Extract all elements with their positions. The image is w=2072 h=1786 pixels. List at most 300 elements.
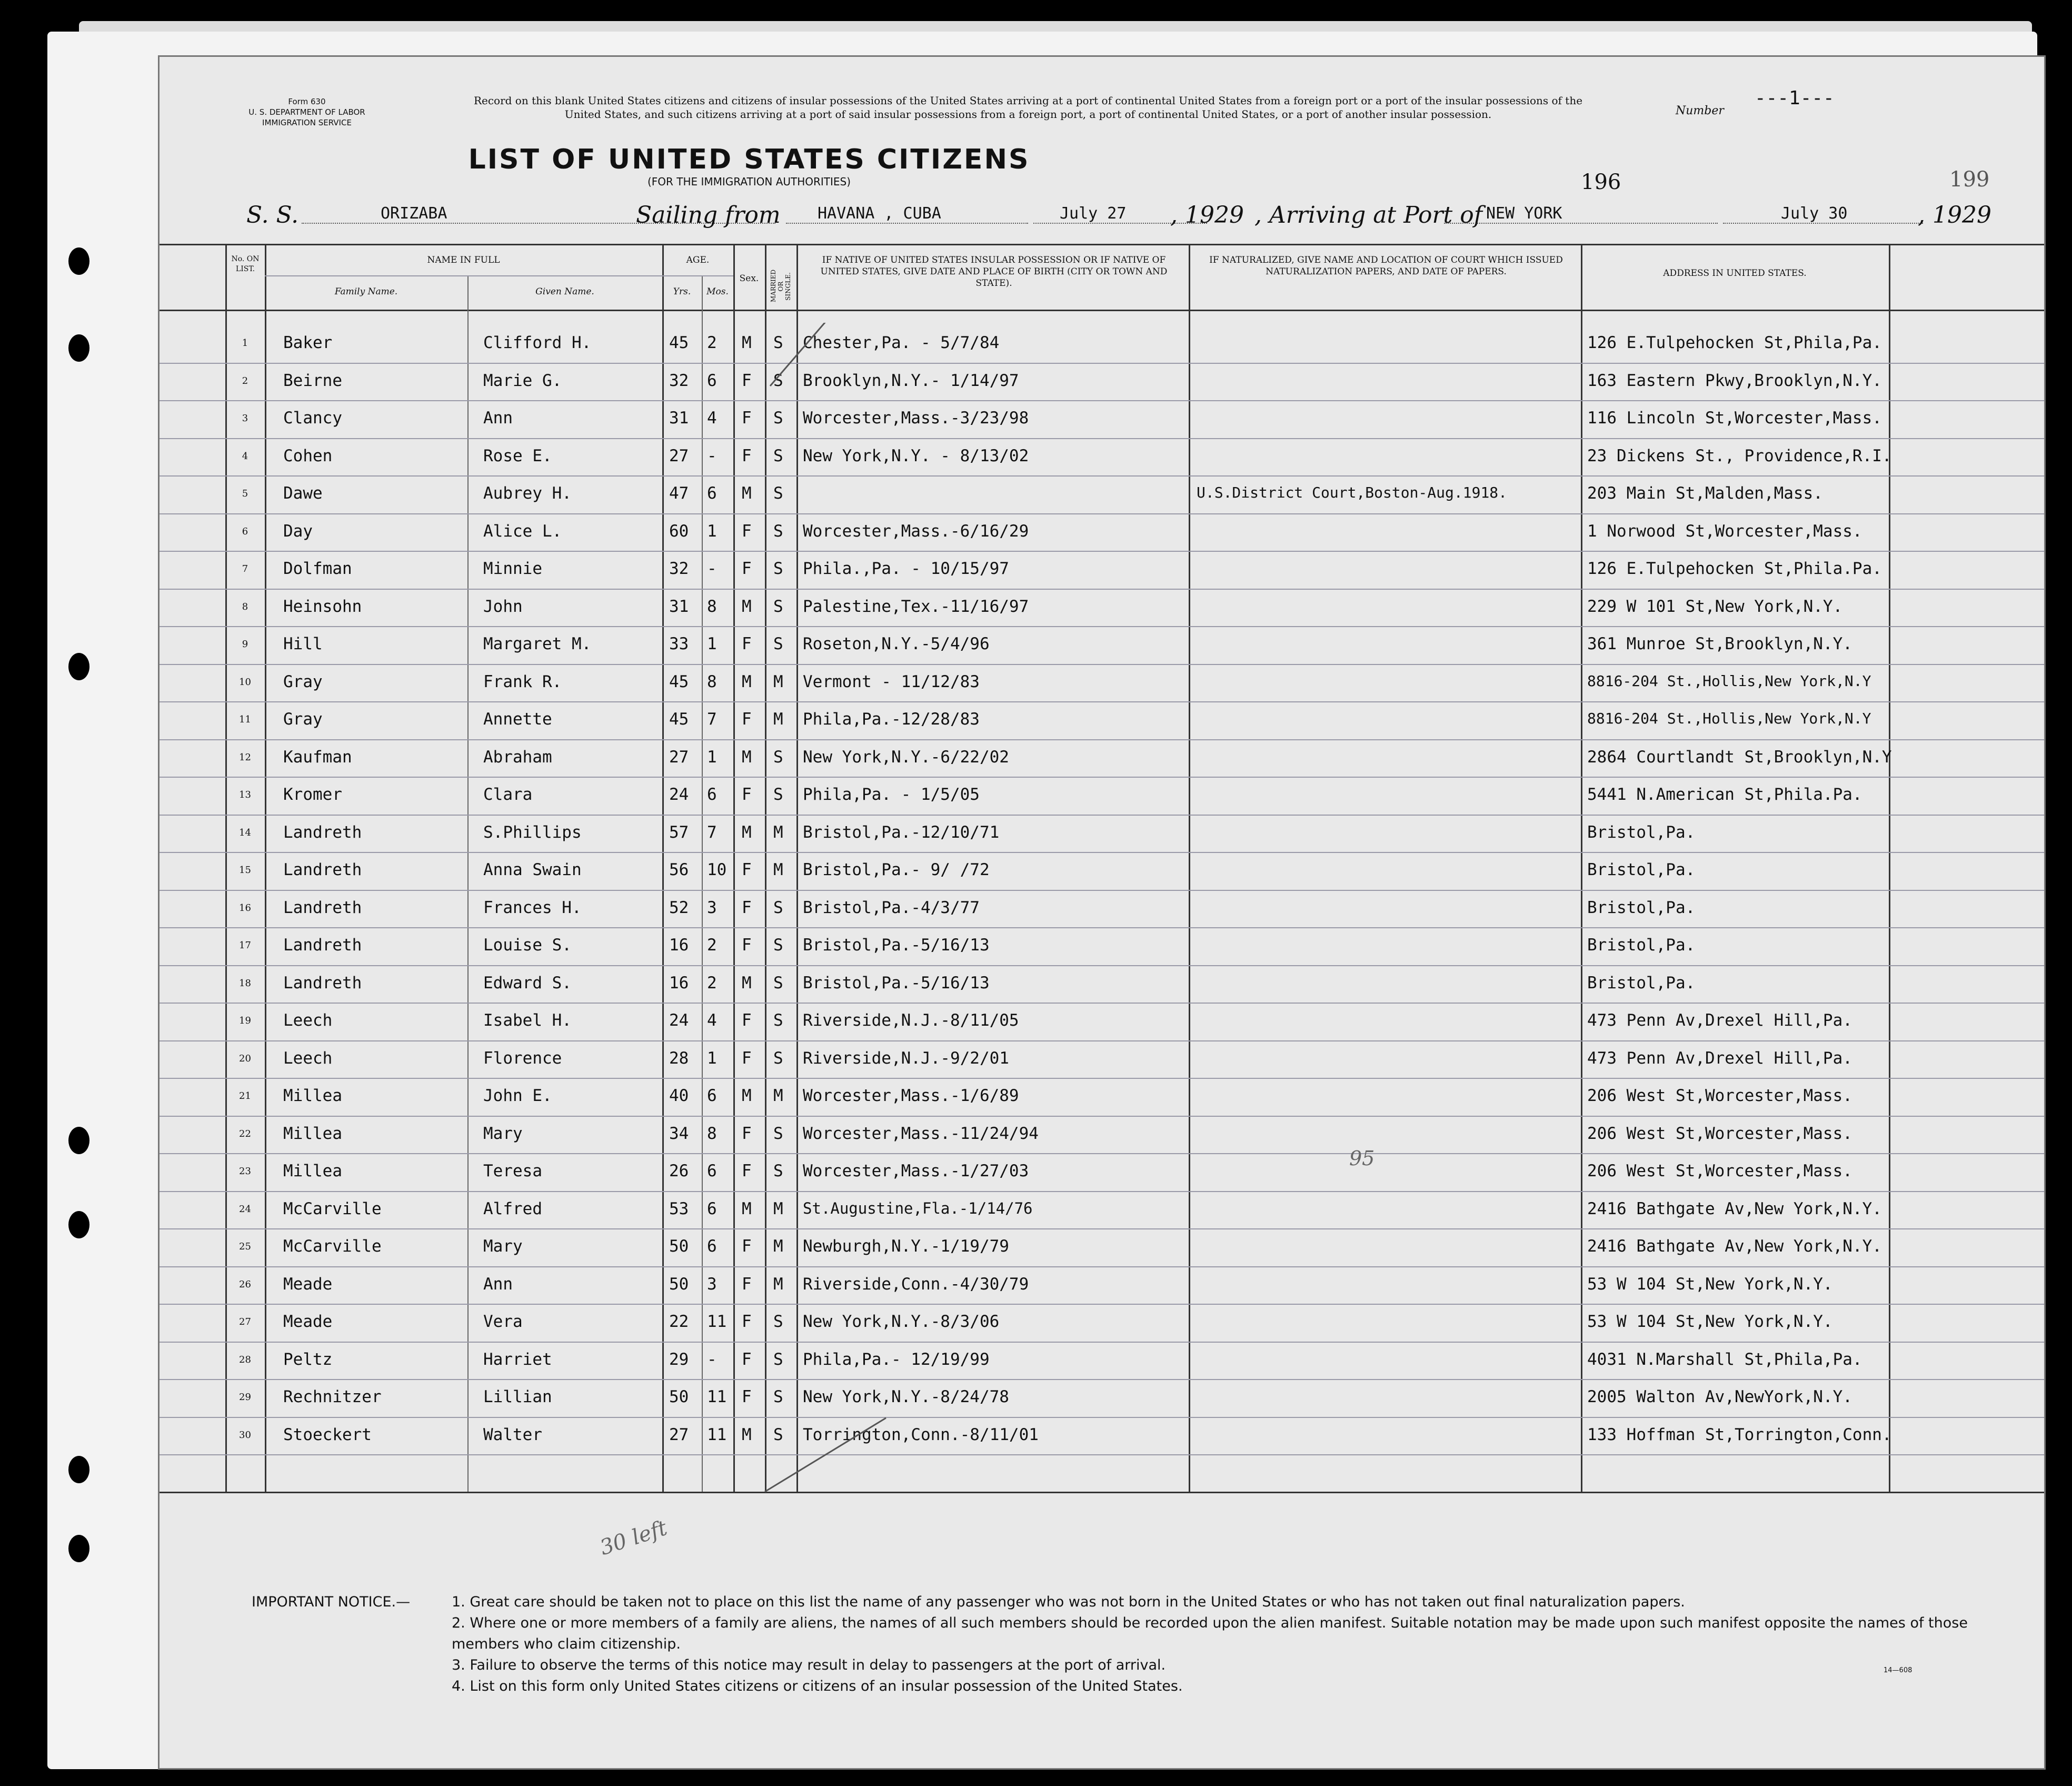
address-cell: 1 Norwood St,Worcester,Mass. xyxy=(1587,521,1862,541)
marital-status-cell: M xyxy=(773,822,783,842)
sex-cell: M xyxy=(742,333,752,352)
marital-status-cell: M xyxy=(773,1199,783,1218)
marital-status-cell: S xyxy=(773,333,783,352)
marital-status-cell: S xyxy=(773,634,783,653)
given-name-cell: Walter xyxy=(483,1425,542,1444)
punch-hole xyxy=(68,1456,89,1483)
age-years-cell: 45 xyxy=(669,710,689,729)
sex-cell: F xyxy=(742,1011,752,1030)
age-years-cell: 16 xyxy=(669,973,689,993)
birth-place-cell: Riverside,N.J.-9/2/01 xyxy=(803,1048,1009,1068)
punch-hole xyxy=(68,653,89,680)
header-family-name: Family Name. xyxy=(334,286,398,297)
age-months-cell: 8 xyxy=(707,597,717,616)
stamp-number-196: 196 xyxy=(1581,170,1621,194)
given-name-cell: Frances H. xyxy=(483,898,582,917)
header-name-in-full: NAME IN FULL xyxy=(427,255,500,265)
birth-place-cell: Bristol,Pa.-12/10/71 xyxy=(803,822,1000,842)
age-months-cell: - xyxy=(707,559,717,578)
family-name-cell: Baker xyxy=(283,333,333,352)
marital-status-cell: M xyxy=(773,710,783,729)
given-name-cell: Marie G. xyxy=(483,371,562,390)
birth-place-cell: St.Augustine,Fla.-1/14/76 xyxy=(803,1199,1033,1217)
address-cell: 2416 Bathgate Av,New York,N.Y. xyxy=(1587,1237,1882,1256)
notice-label: IMPORTANT NOTICE.— xyxy=(252,1594,411,1610)
marital-status-cell: S xyxy=(773,973,783,993)
sex-cell: F xyxy=(742,559,752,578)
family-name-cell: Gray xyxy=(283,672,323,691)
handwritten-total: 30 left xyxy=(597,1515,670,1561)
row-number: 3 xyxy=(242,413,248,424)
check-marks-svg xyxy=(749,323,907,1534)
given-name-cell: Minnie xyxy=(483,559,542,578)
family-name-cell: Landreth xyxy=(283,860,362,879)
sex-cell: M xyxy=(742,1425,752,1444)
family-name-cell: Meade xyxy=(283,1312,333,1331)
row-number: 2 xyxy=(242,375,248,386)
form-reference xyxy=(220,96,394,128)
given-name-cell: Harriet xyxy=(483,1350,552,1369)
row-number: 9 xyxy=(242,639,248,650)
row-rule xyxy=(160,1191,2044,1192)
address-cell: Bristol,Pa. xyxy=(1587,973,1696,993)
row-number: 1 xyxy=(242,338,248,349)
marital-status-cell: S xyxy=(773,597,783,616)
age-months-cell: 2 xyxy=(707,333,717,352)
age-months-cell: 11 xyxy=(707,1312,727,1331)
row-rule xyxy=(160,626,2044,627)
row-number: 20 xyxy=(239,1053,251,1064)
address-cell: Bristol,Pa. xyxy=(1587,898,1696,917)
family-name-cell: Hill xyxy=(283,634,323,653)
age-months-cell: 4 xyxy=(707,409,717,428)
row-number: 17 xyxy=(239,940,251,951)
marital-status-cell: S xyxy=(773,521,783,541)
header-given-name: Given Name. xyxy=(535,286,594,297)
address-cell: 8816-204 St.,Hollis,New York,N.Y xyxy=(1587,672,1871,690)
punch-hole xyxy=(68,1535,89,1562)
header-age: AGE. xyxy=(686,255,710,265)
age-months-cell: 2 xyxy=(707,973,717,993)
row-rule xyxy=(160,701,2044,702)
address-cell: 2864 Courtlandt St,Brooklyn,N.Y xyxy=(1587,747,1892,767)
given-name-cell: Abraham xyxy=(483,747,552,767)
age-years-cell: 16 xyxy=(669,936,689,955)
age-years-cell: 27 xyxy=(669,446,689,465)
given-name-cell: Lillian xyxy=(483,1387,552,1406)
family-name-cell: Dawe xyxy=(283,484,323,503)
age-months-cell: 2 xyxy=(707,936,717,955)
row-number: 15 xyxy=(239,865,251,876)
age-months-cell: - xyxy=(707,1350,717,1369)
sex-cell: F xyxy=(742,446,752,465)
sex-cell: M xyxy=(742,1086,752,1105)
col-divider xyxy=(702,275,703,1492)
birth-place-cell: Worcester,Mass.-11/24/94 xyxy=(803,1124,1039,1143)
age-months-cell: 4 xyxy=(707,1011,717,1030)
row-rule xyxy=(160,1417,2044,1418)
row-rule xyxy=(160,475,2044,477)
header-birth-place: IF NATIVE OF UNITED STATES INSULAR POSSESSION OR IF NATIVE OF UNITED STATES, GIVE DATE AND PLACE OF BIRTH (CITY OR TOWN AND STATE). xyxy=(820,255,1168,289)
row-rule xyxy=(160,363,2044,364)
age-years-cell: 47 xyxy=(669,484,689,503)
sex-cell: M xyxy=(742,973,752,993)
marital-status-cell: S xyxy=(773,1048,783,1068)
age-months-cell: 3 xyxy=(707,898,717,917)
age-months-cell: 6 xyxy=(707,1162,717,1180)
address-cell: Bristol,Pa. xyxy=(1587,822,1696,842)
given-name-cell: Louise S. xyxy=(483,936,572,955)
address-cell: Bristol,Pa. xyxy=(1587,860,1696,879)
stamp-number-199: 199 xyxy=(1949,167,1990,192)
birth-place-cell: Bristol,Pa.- 9/ /72 xyxy=(803,860,990,879)
marital-status-cell: S xyxy=(773,1387,783,1406)
header-no: No. ON LIST. xyxy=(231,255,260,273)
family-name-cell: Landreth xyxy=(283,822,362,842)
age-years-cell: 52 xyxy=(669,898,689,917)
row-rule xyxy=(160,739,2044,740)
row-rule xyxy=(160,1304,2044,1305)
age-years-cell: 50 xyxy=(669,1237,689,1256)
header-sex: Sex. xyxy=(739,273,759,284)
birth-place-cell: Chester,Pa. - 5/7/84 xyxy=(803,333,1000,352)
address-cell: 473 Penn Av,Drexel Hill,Pa. xyxy=(1587,1048,1852,1068)
sex-cell: M xyxy=(742,747,752,767)
address-cell: 206 West St,Worcester,Mass. xyxy=(1587,1086,1852,1105)
marital-status-cell: S xyxy=(773,898,783,917)
age-years-cell: 50 xyxy=(669,1387,689,1406)
sex-cell: F xyxy=(742,860,752,879)
given-name-cell: Vera xyxy=(483,1312,523,1331)
address-cell: 116 Lincoln St,Worcester,Mass. xyxy=(1587,409,1882,428)
row-number: 30 xyxy=(239,1429,251,1441)
form-number: Form 630 xyxy=(288,97,326,106)
row-number: 28 xyxy=(239,1354,251,1365)
departure-date: July 27 xyxy=(1033,204,1207,224)
given-name-cell: John xyxy=(483,597,523,616)
arrival-date: July 30 xyxy=(1723,204,1923,224)
row-rule xyxy=(160,927,2044,928)
row-number: 14 xyxy=(239,827,251,838)
marital-status-cell: S xyxy=(773,1425,783,1444)
birth-place-cell: Roseton,N.Y.-5/4/96 xyxy=(803,634,990,653)
family-name-cell: Leech xyxy=(283,1048,333,1068)
address-cell: 473 Penn Av,Drexel Hill,Pa. xyxy=(1587,1011,1852,1030)
age-months-cell: 8 xyxy=(707,1124,717,1143)
header-months: Mos. xyxy=(706,286,729,297)
marital-status-cell: S xyxy=(773,1011,783,1030)
family-name-cell: Millea xyxy=(283,1162,342,1180)
row-number: 19 xyxy=(239,1015,251,1026)
manifest-page xyxy=(158,55,2046,1770)
birth-place-cell: New York,N.Y. - 8/13/02 xyxy=(803,446,1029,465)
record-instructions: Record on this blank United States citizens and citizens of insular possessions of the United States arriving at a port of continental United States from a foreign port or a port of the insular possessions of the United States, and such citizens arriving at a port of said insular possessions from a foreign port, a port of continental United States, or a port of another insular possession. xyxy=(473,94,1583,121)
age-years-cell: 45 xyxy=(669,672,689,691)
address-cell: 126 E.Tulpehocken St,Phila,Pa. xyxy=(1587,333,1882,352)
address-cell: 5441 N.American St,Phila.Pa. xyxy=(1587,785,1862,804)
address-cell: 133 Hoffman St,Torrington,Conn. xyxy=(1587,1425,1892,1444)
birth-place-cell: Worcester,Mass.-1/6/89 xyxy=(803,1086,1019,1105)
row-rule xyxy=(160,852,2044,853)
given-name-cell: Clara xyxy=(483,785,533,804)
birth-place-cell: Phila,Pa. - 1/5/05 xyxy=(803,785,980,804)
address-cell: 4031 N.Marshall St,Phila,Pa. xyxy=(1587,1350,1862,1369)
given-name-cell: John E. xyxy=(483,1086,552,1105)
marital-status-cell: S xyxy=(773,371,783,390)
header-naturalization: IF NATURALIZED, GIVE NAME AND LOCATION OF COURT WHICH ISSUED NATURALIZATION PAPERS, AND DATE OF PAPERS. xyxy=(1209,255,1563,277)
age-months-cell: 10 xyxy=(707,860,727,879)
age-months-cell: 1 xyxy=(707,747,717,767)
age-months-cell: 11 xyxy=(707,1425,727,1444)
row-number: 27 xyxy=(239,1316,251,1327)
family-name-cell: Stoeckert xyxy=(283,1425,372,1444)
age-years-cell: 31 xyxy=(669,409,689,428)
sex-cell: M xyxy=(742,822,752,842)
row-rule xyxy=(160,965,2044,966)
row-number: 12 xyxy=(239,751,251,763)
arrival-port: NEW YORK xyxy=(1444,204,1718,224)
col-divider xyxy=(467,275,469,1492)
marital-status-cell: S xyxy=(773,1124,783,1143)
footer-code: 14—608 xyxy=(1884,1666,1912,1674)
address-cell: 8816-204 St.,Hollis,New York,N.Y xyxy=(1587,710,1871,727)
age-years-cell: 22 xyxy=(669,1312,689,1331)
sex-cell: F xyxy=(742,371,752,390)
notice-item: 4. List on this form only United States citizens or citizens of an insular possession of the United States. xyxy=(452,1678,1183,1694)
age-years-cell: 28 xyxy=(669,1048,689,1068)
row-rule xyxy=(160,400,2044,401)
age-years-cell: 40 xyxy=(669,1086,689,1105)
marital-status-cell: M xyxy=(773,1237,783,1256)
given-name-cell: Margaret M. xyxy=(483,634,592,653)
family-name-cell: Millea xyxy=(283,1124,342,1143)
sex-cell: F xyxy=(742,1312,752,1331)
marital-status-cell: S xyxy=(773,747,783,767)
given-name-cell: Edward S. xyxy=(483,973,572,993)
given-name-cell: Mary xyxy=(483,1237,523,1256)
sex-cell: F xyxy=(742,785,752,804)
birth-place-cell: Worcester,Mass.-1/27/03 xyxy=(803,1162,1029,1180)
age-years-cell: 24 xyxy=(669,785,689,804)
birth-place-cell: New York,N.Y.-8/3/06 xyxy=(803,1312,1000,1331)
age-months-cell: 1 xyxy=(707,521,717,541)
number-label: Number xyxy=(1676,104,1724,117)
punch-hole xyxy=(68,334,89,362)
age-years-cell: 60 xyxy=(669,521,689,541)
age-months-cell: 3 xyxy=(707,1274,717,1294)
age-months-cell: 11 xyxy=(707,1387,727,1406)
family-name-cell: Landreth xyxy=(283,898,362,917)
family-name-cell: Leech xyxy=(283,1011,333,1030)
row-rule xyxy=(160,1266,2044,1267)
marital-status-cell: S xyxy=(773,1312,783,1331)
sex-cell: F xyxy=(742,409,752,428)
family-name-cell: Kromer xyxy=(283,785,342,804)
row-number: 5 xyxy=(242,488,248,499)
age-years-cell: 24 xyxy=(669,1011,689,1030)
address-cell: 2416 Bathgate Av,New York,N.Y. xyxy=(1587,1199,1882,1218)
birth-place-cell: Torrington,Conn.-8/11/01 xyxy=(803,1425,1039,1444)
notice-item: 1. Great care should be taken not to place on this list the name of any passenger who was not born in the United States or who has not taken out final naturalization papers. xyxy=(452,1594,1685,1610)
sex-cell: F xyxy=(742,521,752,541)
ship-name: ORIZABA xyxy=(302,204,775,224)
page-title: LIST OF UNITED STATES CITIZENS xyxy=(468,144,1030,175)
age-months-cell: 8 xyxy=(707,672,717,691)
age-months-cell: 6 xyxy=(707,484,717,503)
birth-place-cell: Bristol,Pa.-5/16/13 xyxy=(803,936,990,955)
address-cell: Bristol,Pa. xyxy=(1587,936,1696,955)
row-number: 29 xyxy=(239,1392,251,1403)
age-months-cell: 6 xyxy=(707,1199,717,1218)
age-years-cell: 31 xyxy=(669,597,689,616)
family-name-cell: Heinsohn xyxy=(283,597,362,616)
row-number: 18 xyxy=(239,977,251,989)
birth-place-cell: Phila,Pa.- 12/19/99 xyxy=(803,1350,990,1369)
table-top-rule xyxy=(160,244,2044,245)
departure-year: , 1929 xyxy=(1170,202,1244,229)
row-number: 13 xyxy=(239,789,251,800)
age-years-cell: 57 xyxy=(669,822,689,842)
family-name-cell: Millea xyxy=(283,1086,342,1105)
sex-cell: F xyxy=(742,936,752,955)
age-years-cell: 56 xyxy=(669,860,689,879)
sex-cell: M xyxy=(742,672,752,691)
sex-cell: F xyxy=(742,1124,752,1143)
age-years-cell: 26 xyxy=(669,1162,689,1180)
row-rule xyxy=(160,513,2044,514)
row-number: 21 xyxy=(239,1090,251,1102)
row-rule xyxy=(160,1228,2044,1229)
marital-status-cell: S xyxy=(773,446,783,465)
address-cell: 2005 Walton Av,NewYork,N.Y. xyxy=(1587,1387,1852,1406)
sex-cell: F xyxy=(742,1387,752,1406)
marital-status-cell: M xyxy=(773,1274,783,1294)
given-name-cell: Teresa xyxy=(483,1162,542,1180)
family-name-cell: McCarville xyxy=(283,1237,382,1256)
birth-place-cell: Brooklyn,N.Y.- 1/14/97 xyxy=(803,371,1019,390)
given-name-cell: Aubrey H. xyxy=(483,484,572,503)
sex-cell: F xyxy=(742,1350,752,1369)
age-years-cell: 32 xyxy=(669,371,689,390)
departure-port: HAVANA , CUBA xyxy=(786,204,1028,224)
sailing-from-label: Sailing from xyxy=(636,202,781,229)
given-name-cell: Ann xyxy=(483,409,513,428)
row-number: 4 xyxy=(242,450,248,462)
service: IMMIGRATION SERVICE xyxy=(262,118,352,127)
given-name-cell: S.Phillips xyxy=(483,822,582,842)
marital-status-cell: S xyxy=(773,1350,783,1369)
sex-cell: F xyxy=(742,898,752,917)
birth-place-cell: Worcester,Mass.-6/16/29 xyxy=(803,521,1029,541)
row-rule xyxy=(160,1379,2044,1380)
address-cell: 53 W 104 St,New York,N.Y. xyxy=(1587,1312,1833,1331)
given-name-cell: Annette xyxy=(483,710,552,729)
row-number: 22 xyxy=(239,1128,251,1139)
notice-items xyxy=(452,1592,2015,1697)
given-name-cell: Ann xyxy=(483,1274,513,1294)
birth-place-cell: Phila.,Pa. - 10/15/97 xyxy=(803,559,1009,578)
age-months-cell: 1 xyxy=(707,1048,717,1068)
age-months-cell: 6 xyxy=(707,1086,717,1105)
row-rule xyxy=(160,1116,2044,1117)
given-name-cell: Alfred xyxy=(483,1199,542,1218)
punch-hole xyxy=(68,1211,89,1238)
row-number: 10 xyxy=(239,676,251,688)
sex-cell: F xyxy=(742,1048,752,1068)
family-name-cell: Kaufman xyxy=(283,747,352,767)
marital-status-cell: S xyxy=(773,559,783,578)
age-months-cell: 7 xyxy=(707,710,717,729)
row-number: 26 xyxy=(239,1278,251,1290)
family-name-cell: Landreth xyxy=(283,973,362,993)
family-name-cell: Day xyxy=(283,521,313,541)
row-rule xyxy=(160,664,2044,665)
ss-label: S. S. xyxy=(246,202,299,229)
age-months-cell: - xyxy=(707,446,717,465)
birth-place-cell: Bristol,Pa.-5/16/13 xyxy=(803,973,990,993)
row-rule xyxy=(160,890,2044,891)
family-name-cell: Gray xyxy=(283,710,323,729)
age-years-cell: 32 xyxy=(669,559,689,578)
birth-place-cell: Bristol,Pa.-4/3/77 xyxy=(803,898,980,917)
marital-status-cell: S xyxy=(773,1162,783,1180)
sex-cell: F xyxy=(742,1237,752,1256)
sex-cell: F xyxy=(742,1274,752,1294)
number-value: ---1--- xyxy=(1755,87,1835,109)
family-name-cell: Peltz xyxy=(283,1350,333,1369)
family-name-cell: Clancy xyxy=(283,409,342,428)
row-number: 8 xyxy=(242,601,248,612)
row-number: 7 xyxy=(242,563,248,574)
row-rule xyxy=(160,1003,2044,1004)
row-number: 24 xyxy=(239,1203,251,1215)
row-rule xyxy=(160,1153,2044,1154)
birth-place-cell: New York,N.Y.-6/22/02 xyxy=(803,747,1009,767)
address-cell: 53 W 104 St,New York,N.Y. xyxy=(1587,1274,1833,1294)
row-rule xyxy=(160,438,2044,439)
given-name-cell: Mary xyxy=(483,1124,523,1143)
row-rule xyxy=(160,1454,2044,1455)
address-cell: 206 West St,Worcester,Mass. xyxy=(1587,1162,1852,1180)
row-rule xyxy=(160,551,2044,552)
sex-cell: M xyxy=(742,597,752,616)
family-name-cell: Beirne xyxy=(283,371,342,390)
row-rule xyxy=(160,1078,2044,1079)
row-rule xyxy=(160,815,2044,816)
row-rule xyxy=(160,1342,2044,1343)
marital-status-cell: S xyxy=(773,409,783,428)
passenger-table xyxy=(160,244,2044,1584)
given-name-cell: Rose E. xyxy=(483,446,552,465)
marital-status-cell: S xyxy=(773,785,783,804)
address-cell: 361 Munroe St,Brooklyn,N.Y. xyxy=(1587,634,1852,653)
age-years-cell: 50 xyxy=(669,1274,689,1294)
sex-cell: F xyxy=(742,710,752,729)
age-months-cell: 6 xyxy=(707,1237,717,1256)
birth-place-cell: New York,N.Y.-8/24/78 xyxy=(803,1387,1009,1406)
birth-place-cell: Newburgh,N.Y.-1/19/79 xyxy=(803,1237,1009,1256)
naturalization-cell: U.S.District Court,Boston-Aug.1918. xyxy=(1197,484,1508,501)
address-cell: 229 W 101 St,New York,N.Y. xyxy=(1587,597,1843,616)
header-bottom-rule xyxy=(160,310,2044,311)
address-cell: 23 Dickens St., Providence,R.I. xyxy=(1587,446,1892,465)
department: U. S. DEPARTMENT OF LABOR xyxy=(248,107,365,117)
marital-status-cell: M xyxy=(773,860,783,879)
age-months-cell: 1 xyxy=(707,634,717,653)
row-number: 23 xyxy=(239,1166,251,1177)
address-cell: 206 West St,Worcester,Mass. xyxy=(1587,1124,1852,1143)
age-years-cell: 45 xyxy=(669,333,689,352)
